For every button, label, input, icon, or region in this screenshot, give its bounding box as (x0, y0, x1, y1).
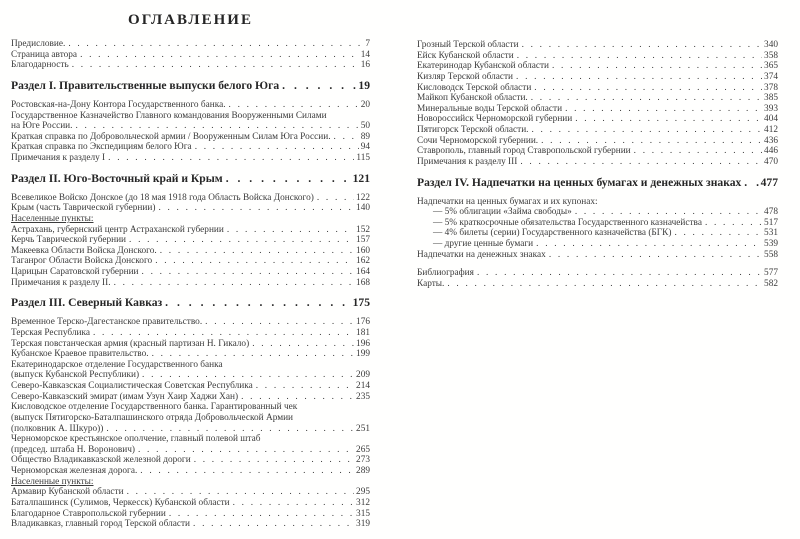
dot-leader (224, 225, 354, 236)
entry-text: Всевеликое Войско Донское (до 18 мая 1918 года Область Войска Донского) (11, 192, 314, 203)
toc-entry (417, 239, 778, 250)
page-number: 436 (764, 135, 778, 146)
entry-text: Предисловие. (11, 39, 66, 49)
dot-leader (126, 235, 354, 246)
toc-entry (417, 83, 778, 94)
page-number: 157 (356, 235, 370, 246)
dot-leader (538, 136, 762, 147)
entry-text: Терская Республика (11, 327, 90, 338)
page-number: 315 (356, 508, 370, 519)
page-number: 20 (360, 99, 370, 110)
toc-entry (11, 193, 370, 204)
toc-entry-continuation (417, 197, 778, 208)
dot-leader (314, 193, 354, 204)
page-number: 175 (352, 296, 370, 310)
toc-entry (11, 256, 370, 267)
dot-leader (331, 132, 359, 143)
toc-entry (11, 121, 370, 132)
dot-leader (528, 93, 762, 104)
entry-text: (выпуск Кубанской Республики) (11, 370, 140, 381)
toc-group-label (11, 477, 370, 488)
entry-text: Царицын Саратовской губернии (11, 267, 139, 277)
page-number: 140 (356, 203, 370, 214)
page-number: 477 (760, 175, 778, 189)
toc-entry (11, 100, 370, 111)
page-title: ОГЛАВЛЕНИЕ (128, 12, 253, 28)
entry-text: Минеральные воды Терской области (417, 103, 563, 114)
dot-leader (202, 317, 354, 328)
page-number: 115 (356, 153, 370, 163)
toc-entry (11, 349, 370, 360)
page-number: 340 (764, 40, 778, 50)
entry-text: Северо-Кавказский эмират (имам Узун Хаир Хаджи Хан) (11, 391, 239, 402)
page-number: 199 (356, 349, 370, 360)
entry-text: Карты. (417, 278, 445, 289)
toc-entry (417, 268, 778, 279)
entry-text: (полковник А. Шкуро)) (11, 423, 104, 434)
page-number: 168 (356, 277, 370, 288)
dot-leader (529, 125, 763, 136)
page-number: 122 (356, 192, 370, 203)
toc-entry (11, 445, 370, 456)
entry-text: Пятигорск Терской области. (417, 125, 529, 135)
toc-entry (11, 60, 370, 71)
entry-text: Примечания к разделу II. (11, 277, 111, 288)
entry-text: Терская повстанческая армия (красный партизан Н. Гикало) (11, 338, 250, 349)
entry-text: Таганрог Области Войска Донского (11, 256, 153, 267)
page-number: 470 (764, 156, 778, 167)
dot-leader (549, 61, 762, 72)
dot-leader (519, 40, 762, 51)
dot-leader (572, 207, 762, 218)
entry-text: Кисловодское отделение Государственного банка. Гарантированный чек (11, 402, 298, 413)
entry-text: Раздел I. Правительственные выпуски белого Юга (11, 78, 280, 92)
dot-leader (72, 121, 358, 132)
toc-entry (11, 267, 370, 278)
dot-leader (474, 268, 762, 279)
toc-section-heading (11, 79, 370, 92)
page-number: 273 (356, 455, 370, 466)
toc-entry (11, 317, 370, 328)
toc-entry (417, 40, 778, 51)
page-number: 50 (360, 121, 370, 132)
entry-text: — 5% облигации «Займа свободы» (433, 207, 572, 218)
page-number: 517 (764, 217, 778, 228)
toc-entry (417, 218, 778, 229)
page-number: 374 (764, 71, 778, 82)
page-number: 582 (764, 278, 778, 289)
dot-leader (162, 296, 350, 309)
page-number: 365 (764, 61, 778, 72)
toc-entry (417, 125, 778, 136)
page-number: 385 (764, 93, 778, 104)
page-number: 251 (356, 423, 370, 434)
entry-text: Раздел IV. Надпечатки на ценных бумагах и денежных знаках (417, 175, 742, 189)
page-number: 539 (764, 239, 778, 249)
page-number: 214 (356, 381, 370, 391)
toc-entry (417, 114, 778, 125)
dot-leader (514, 51, 762, 62)
toc-section-heading (11, 296, 370, 309)
dot-leader (139, 267, 355, 278)
entry-text: Черноморская железная дорога. (11, 466, 138, 476)
page-number: 404 (764, 114, 778, 125)
toc-entry (11, 339, 370, 350)
entry-text: Краткая справка по Экспедициям белого Юга (11, 142, 192, 153)
toc-entry (11, 132, 370, 143)
dot-leader (166, 509, 354, 520)
page-number: 14 (360, 49, 370, 60)
entry-text: Страница автора (11, 49, 78, 60)
toc-column-left (11, 8, 370, 530)
toc-section-heading (11, 172, 370, 185)
page-number: 196 (356, 338, 370, 349)
toc-entry (11, 246, 370, 257)
entry-text: — 5% краткосрочные обязательства Государственного казначейства (433, 217, 702, 228)
dot-leader (279, 79, 356, 92)
toc-section-heading (417, 176, 778, 189)
entry-text: Екатеринодарское отделение Государственного банка (11, 359, 223, 370)
dot-leader (702, 218, 762, 229)
entry-text: Благодарное Ставропольской губернии (11, 508, 166, 519)
toc-entry (11, 466, 370, 477)
page-number: 295 (356, 487, 370, 498)
entry-text: Населенные пункты: (11, 213, 94, 224)
toc-entry (11, 278, 370, 289)
toc-entry (417, 228, 778, 239)
page-number: 7 (365, 39, 370, 49)
entry-text: Населенные пункты: (11, 476, 94, 487)
entry-text: Екатеринодар Кубанской области (417, 61, 549, 72)
page-number: 531 (764, 228, 778, 239)
dot-leader (103, 424, 354, 435)
entry-text: Кубанское Краевое правительство. (11, 349, 149, 360)
dot-leader (572, 114, 762, 125)
entry-text: Армавир Кубанской области (11, 487, 124, 498)
page-number: 89 (360, 131, 370, 142)
dot-leader (191, 455, 354, 466)
entry-text: Кисловодск Терской области (417, 82, 532, 93)
toc-entry-continuation (11, 111, 370, 122)
dot-leader (533, 239, 762, 250)
dot-leader (444, 279, 762, 290)
dot-leader (190, 519, 354, 530)
page-number: 577 (764, 268, 778, 279)
dot-leader (124, 487, 354, 498)
entry-text: Черноморское крестьянское ополчение, главный полевой штаб (11, 434, 261, 445)
entry-text: Астрахань, губернский центр Астраханской губернии (11, 224, 224, 235)
toc-entry (11, 50, 370, 61)
dot-leader (77, 50, 359, 61)
entry-text: (председ. штаба Н. Воронович) (11, 444, 135, 455)
dot-leader (152, 256, 354, 267)
entry-text: Временное Терско-Дагестанское правительство. (11, 317, 203, 328)
dot-leader (513, 72, 762, 83)
page-number: 152 (356, 224, 370, 235)
page-number: 312 (356, 497, 370, 508)
page-number: 162 (356, 256, 370, 267)
toc-entry (11, 381, 370, 392)
dot-leader (139, 370, 354, 381)
page-number: 235 (356, 391, 370, 402)
dot-leader (230, 498, 354, 509)
toc-entry-continuation (11, 413, 370, 424)
toc-entry (11, 392, 370, 403)
dot-leader (741, 176, 758, 189)
entry-text: Сочи Черноморской губернии. (417, 135, 539, 146)
entry-text: Владикавказ, главный город Терской области (11, 519, 191, 530)
entry-text: Общество Владикавказской железной дороги (11, 455, 191, 466)
page-number: 16 (360, 60, 370, 71)
entry-text: Раздел III. Северный Кавказ (11, 296, 163, 310)
page-number: 176 (356, 317, 370, 328)
toc-left-entries (11, 39, 370, 530)
page-number: 289 (356, 466, 370, 476)
toc-entry-continuation (11, 434, 370, 445)
toc-entry (11, 370, 370, 381)
toc-entry (417, 146, 778, 157)
entry-text: Государственное Казначейство Главного командования Вооруженными Силами (11, 110, 327, 121)
toc-entry-continuation (11, 402, 370, 413)
entry-text: Крым (часть Таврической губернии) (11, 203, 156, 214)
entry-text: Примечания к разделу I (11, 153, 106, 163)
entry-text: (выпуск Пятигорско-Баталпашинского отряда Добровольческой Армии (11, 412, 294, 423)
page-number: 478 (764, 207, 778, 218)
toc-entry (11, 203, 370, 214)
entry-text: Ставрополь, главный город Ставропольской губернии (417, 146, 631, 157)
dot-leader (531, 83, 762, 94)
toc-group-label (11, 214, 370, 225)
dot-leader (90, 328, 354, 339)
dot-leader (238, 392, 354, 403)
dot-leader (562, 104, 762, 115)
page-number: 121 (352, 171, 370, 185)
dot-leader (223, 172, 351, 185)
toc-entry (11, 424, 370, 435)
page-number: 164 (356, 267, 370, 277)
dot-leader (105, 153, 354, 164)
page-number: 181 (356, 327, 370, 338)
entry-text: Примечания к разделу III (417, 156, 518, 167)
toc-entry (417, 279, 778, 290)
toc-entry (11, 39, 370, 50)
toc-column-right (417, 40, 778, 290)
page-number: 265 (356, 444, 370, 455)
toc-entry (417, 72, 778, 83)
dot-leader (69, 60, 359, 71)
toc-entry (11, 498, 370, 509)
dot-leader (192, 142, 359, 153)
dot-leader (135, 445, 354, 456)
toc-entry (417, 157, 778, 168)
toc-entry (417, 207, 778, 218)
entry-text: Надпечатки на ценных бумагах и их купонах: (417, 196, 598, 207)
toc-entry (417, 136, 778, 147)
toc-entry (11, 487, 370, 498)
dot-leader (155, 203, 354, 214)
toc-entry (417, 51, 778, 62)
toc-entry (11, 225, 370, 236)
page-number: 446 (764, 146, 778, 157)
dot-leader (546, 250, 762, 261)
page-number: 412 (764, 125, 778, 135)
toc-entry (11, 519, 370, 530)
entry-text: Северо-Кавказская Социалистическая Советская Республика (11, 381, 253, 391)
page-number: 378 (764, 82, 778, 93)
dot-leader (137, 466, 354, 477)
page-number: 94 (360, 142, 370, 153)
toc-entry-continuation (11, 360, 370, 371)
toc-entry (417, 104, 778, 115)
entry-text: на Юге России. (11, 121, 73, 132)
dot-leader (111, 278, 354, 289)
entry-text: — другие ценные бумаги (433, 239, 534, 249)
entry-text: Макеевка Области Войска Донского. (11, 245, 157, 256)
toc-entry (11, 455, 370, 466)
dot-leader (249, 339, 354, 350)
entry-text: Майкоп Кубанской области. (417, 93, 528, 104)
toc-entry (11, 153, 370, 164)
entry-text: Ейск Кубанской области (417, 50, 514, 61)
entry-text: — 4% билеты (серии) Государственного казначейства (БГК) (433, 228, 672, 239)
page-number: 160 (356, 245, 370, 256)
entry-text: Надпечатки на денежных знаках (417, 249, 546, 260)
dot-leader (517, 157, 762, 168)
entry-text: Грозный Терской области (417, 40, 519, 50)
dot-leader (149, 349, 354, 360)
page-number: 209 (356, 370, 370, 381)
entry-text: Благодарность (11, 60, 69, 71)
page-number: 19 (358, 78, 370, 92)
dot-leader (226, 100, 359, 111)
dot-leader (253, 381, 354, 392)
toc-entry (11, 235, 370, 246)
toc-right-entries (417, 40, 778, 290)
toc-entry (417, 250, 778, 261)
entry-text: Краткая справка по Добровольческой армии / Вооруженным Силам Юга России. (11, 131, 331, 142)
toc-entry (417, 61, 778, 72)
toc-entry (11, 142, 370, 153)
dot-leader (631, 146, 762, 157)
dot-leader (65, 39, 363, 50)
entry-text: Раздел II. Юго-Восточный край и Крым (11, 171, 223, 185)
entry-text: Новороссийск Черноморской губернии (417, 114, 573, 125)
entry-text: Баталпашинск (Сулимов, Черкесск) Кубанской области (11, 497, 230, 508)
entry-text: Кизляр Терской области (417, 71, 514, 82)
toc-entry (11, 328, 370, 339)
entry-text: Керчь Таврической губернии (11, 235, 127, 246)
toc-entry (417, 93, 778, 104)
entry-text: Ростовская-на-Дону Контора Государственного банка. (11, 99, 226, 110)
dot-leader (157, 246, 354, 257)
page-number: 558 (764, 249, 778, 260)
entry-text: Библиография (417, 268, 474, 279)
page-number: 319 (356, 519, 370, 530)
toc-entry (11, 509, 370, 520)
page-number: 393 (764, 103, 778, 114)
dot-leader (671, 228, 762, 239)
page-number: 358 (764, 50, 778, 61)
